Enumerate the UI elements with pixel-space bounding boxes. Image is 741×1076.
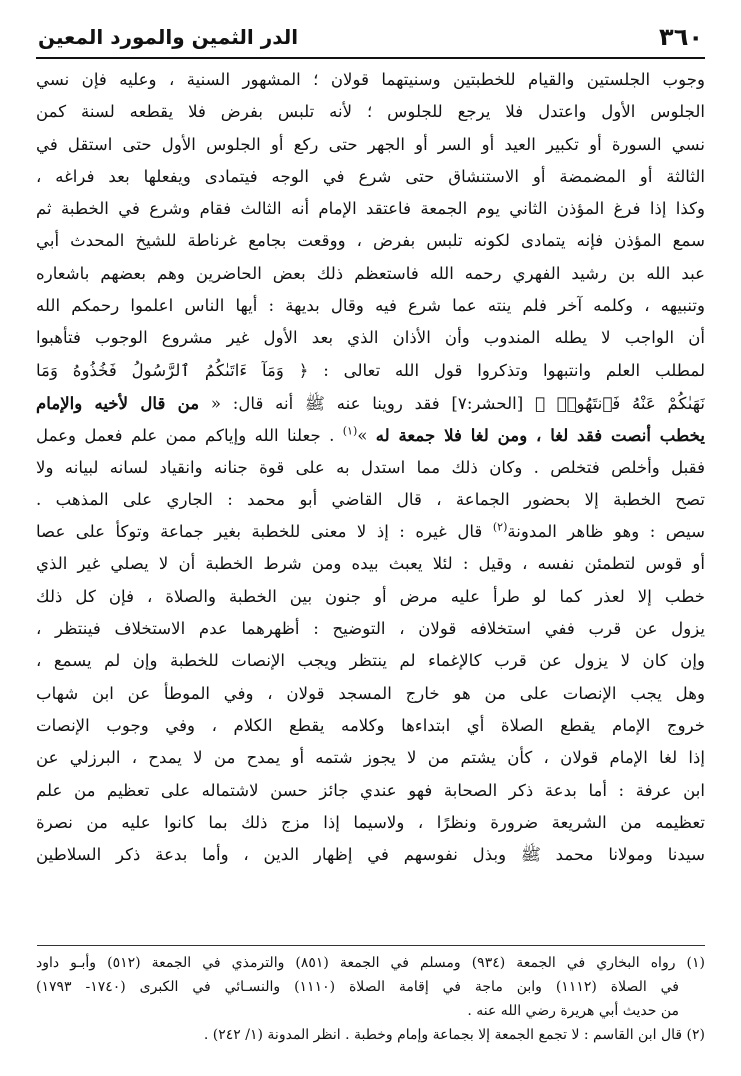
text-line: وهل يجب الإنصات على من هو خارج المسجد قولان ، وفي الموطأ عن ابن شهاب (36, 683, 705, 703)
page-number: ٣٦٠ (659, 23, 703, 51)
text-line: سيدنا ومولانا محمد ﷺ وبذل نفوسهم في إظهار الدين ، وأما بدعة ذكر السلاطين (36, 845, 705, 865)
hadith-line (36, 387, 705, 419)
main-text (36, 64, 705, 871)
footnote-divider (37, 945, 705, 946)
quran-verse-end: نَهَىٰكُمْ عَنْهُ فَٱنتَهُوا۟ ﴾ (534, 393, 705, 413)
footnote-line: من حديث أبي هريرة رضي الله عنه . (467, 1003, 679, 1019)
text-line: عبد الله بن رشيد الفهري رحمه الله فاستعظم ذلك بعض الحاضرين وهم بعضهم باشعاره (36, 263, 705, 283)
text-line: نسي السورة أو تكبير العيد أو السر أو الجهر حتى ركع أو الجلوس الأول حتى استقل في (36, 134, 705, 154)
book-title: الدر الثمين والمورد المعين (38, 25, 299, 49)
hadith-text: يخطب أنصت فقد لغا ، ومن لغا فلا جمعة له (375, 425, 705, 446)
text-segment: سيص : وهو ظاهر المدونة (507, 522, 705, 542)
hadith-close-quote: » (357, 426, 368, 446)
quran-citation: [الحشر:٧] (451, 393, 524, 413)
hadith-line (36, 419, 705, 451)
text-segment: . جعلنا الله وإياكم ممن علم فعمل وعمل (36, 426, 335, 446)
footnote-ref: (٢) (492, 520, 508, 534)
text-line: الجلوس الأول واعتدل فلا يرجع للجلوس ؛ لأنه تلبس بفرض فلا يقطعه لسنة كمن (36, 102, 705, 122)
text-line: أن الواجب لا يطله المندوب وأن الأذان الذي بعد الأول غير مشروع الوجوب فتأهبوا (36, 328, 705, 348)
text-segment: قال غيره : إذ لا معنى للخطبة بغير جماعة وتوكأ على عصا (36, 522, 483, 542)
text-line: وإن كان لا يزول عن قرب كالإغماء لم ينتظر ويجب الإنصات للخطبة وإن لم يسمع ، (36, 651, 705, 671)
text-line: إذا لغا الإمام قولان ، كأن يشتم من لا يجوز شتمه أو يمدح من لا يمدح ، البرزلي عن (36, 748, 705, 768)
footnotes (36, 951, 705, 1047)
text-line: أو قوس لتطمئن نفسه ، وقيل : لئلا يعبث بيده ومن شرط الخطبة أن لا يصلي غير الذي (36, 554, 705, 574)
footnote-ref: (١) (342, 424, 358, 438)
header-divider (36, 57, 705, 59)
text-line: وتنبيهه ، وكلمه آخر فلم ينته عما شرع فيه وقال بديهة : أيها الناس اعلموا رحمكم الله (36, 296, 705, 316)
text-line: خطب إلا لعذر كما لو طرأ عليه مرض أو جنون بين الخطبة والصلاة ، فإن كل ذلك (36, 586, 705, 606)
text-line: سمع المؤذن فإنه يتمادى لكونه تلبس بفرض ، ووقعت بجامع غرناطة للشيخ المحدث أبي (36, 231, 705, 251)
text-line: يزول عن قرب ففي استخلافه قولان ، التوضيح : أظهرهما عدم الاستخلاف فينتظر ، (36, 619, 705, 639)
page-header (38, 22, 703, 52)
hadith-intro: فقد روينا عنه ﷺ أنه قال: « (210, 393, 440, 413)
text-line (36, 516, 705, 548)
text-line: خروج الإمام يقطع الصلاة أي ابتداءها وكلامه يقطع الكلام ، وفي وجوب الإنصات (36, 715, 705, 735)
footnote-line: في الصلاة (١١١٢) وابن ماجة في إقامة الصلاة (١١١٠) والنسـائي في الكبرى (١٧٤٠- ١٧٩٣) (36, 979, 679, 995)
text-line: وكذا إذا فرغ المؤذن الثاني يوم الجمعة فاعتقد الإمام أنه الثالث فقام وشرع في الخطبة ثم (36, 199, 705, 219)
hadith-text: من قال لأخيه والإمام (36, 392, 200, 413)
text-line: تعظيمه من الشريعة ضرورة ونظرًا ، ولاسيما إذا مزج ذلك بما كانوا عليه من نصرة (36, 812, 705, 832)
footnote-line: (٢) قال ابن القاسم : لا تجمع الجمعة إلا بجماعة وإمام وخطبة . انظر المدونة (١/ ٢٤٢) . (203, 1027, 705, 1043)
text-line: الثالثة أو المضمضة أو الاستنشاق حتى شرع في الوجه فيتمادى ويفعلها بعد فراغه ، (36, 166, 705, 186)
text-line: فقبل وأخلص فتخلص . وكان ذلك مما استدل به على قوة جنانه وانقياد لسانه لبيانه ولا (36, 457, 705, 477)
footnote-line: (١) رواه البخاري في الجمعة (٩٣٤) ومسلم في الجمعة (٨٥١) والترمذي في الجمعة (٥١٢) وأبـو داود (36, 955, 705, 971)
text-line: وجوب الجلستين والقيام للخطبتين وسنيتهما قولان ؛ المشهور السنية ، وعليه فإن نسي (36, 70, 705, 89)
text-line: لمطلب العلم وانتبهوا وتذكروا قول الله تعالى : ﴿ وَمَآ ءَاتَىٰكُمُ ٱلرَّسُولُ فَخُذُوهُ وَمَا (36, 360, 705, 380)
text-line: تصح الخطبة إلا بحضور الجماعة ، قال القاضي أبو محمد : الجاري على المذهب . (36, 489, 705, 509)
text-line: ابن عرفة : أما بدعة ذكر الصحابة فهو عندي جائز حسن لاشتماله على تعظيم من علم (36, 780, 705, 800)
